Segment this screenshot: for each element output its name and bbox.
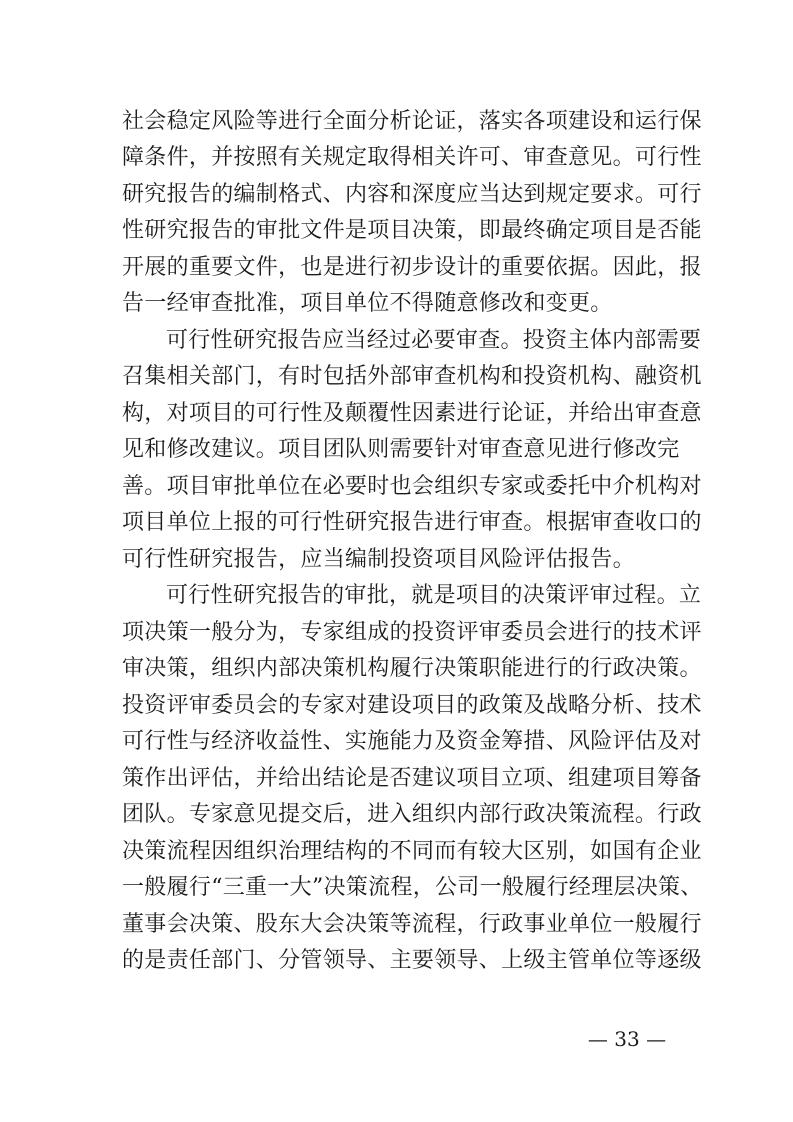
text-line: 一般履行“三重一大”决策流程，公司一般履行经理层决策、 (122, 875, 703, 900)
text-line: 告一经审查批准，项目单位不得随意修改和变更。 (122, 291, 613, 316)
paragraph-first-line: 可行性研究报告的审批，就是项目的决策评审过程。立 (166, 583, 702, 608)
text-line: 障条件，并按照有关规定取得相关许可、审查意见。可行性 (122, 145, 702, 170)
text-line: 决策流程因组织治理结构的不同而有较大区别，如国有企业 (122, 839, 702, 864)
text-line: 社会稳定风险等进行全面分析论证，落实各项建设和运行保 (122, 109, 702, 134)
text-line: 开展的重要文件，也是进行初步设计的重要依据。因此，报 (122, 255, 702, 280)
text-line: 召集相关部门，有时包括外部审查机构和投资机构、融资机 (122, 364, 702, 389)
text-line: 可行性与经济收益性、实施能力及资金筹措、风险评估及对 (122, 729, 702, 754)
text-line: 策作出评估，并给出结论是否建议项目立项、组建项目筹备 (122, 766, 702, 791)
text-line: 团队。专家意见提交后，进入组织内部行政决策流程。行政 (122, 802, 702, 827)
text-line: 投资评审委员会的专家对建设项目的政策及战略分析、技术 (122, 693, 702, 718)
text-line: 的是责任部门、分管领导、主要领导、上级主管单位等逐级 (122, 948, 702, 973)
text-line: 审决策，组织内部决策机构履行决策职能进行的行政决策。 (122, 656, 702, 681)
text-line: 可行性研究报告，应当编制投资项目风险评估报告。 (122, 547, 635, 572)
text-line: 见和修改建议。项目团队则需要针对审查意见进行修改完 (122, 437, 680, 462)
text-line: 善。项目审批单位在必要时也会组织专家或委托中介机构对 (122, 474, 702, 499)
page-number: — 33 — (587, 1027, 667, 1051)
text-line: 构，对项目的可行性及颠覆性因素进行论证，并给出审查意 (122, 401, 702, 426)
paragraph-first-line: 可行性研究报告应当经过必要审查。投资主体内部需要 (166, 328, 702, 353)
text-line: 研究报告的编制格式、内容和深度应当达到规定要求。可行 (122, 182, 702, 207)
text-line: 董事会决策、股东大会决策等流程，行政事业单位一般履行 (122, 912, 702, 937)
text-line: 项目单位上报的可行性研究报告进行审查。根据审查收口的 (122, 510, 702, 535)
text-line: 项决策一般分为，专家组成的投资评审委员会进行的技术评 (122, 620, 702, 645)
text-line: 性研究报告的审批文件是项目决策，即最终确定项目是否能 (122, 218, 702, 243)
